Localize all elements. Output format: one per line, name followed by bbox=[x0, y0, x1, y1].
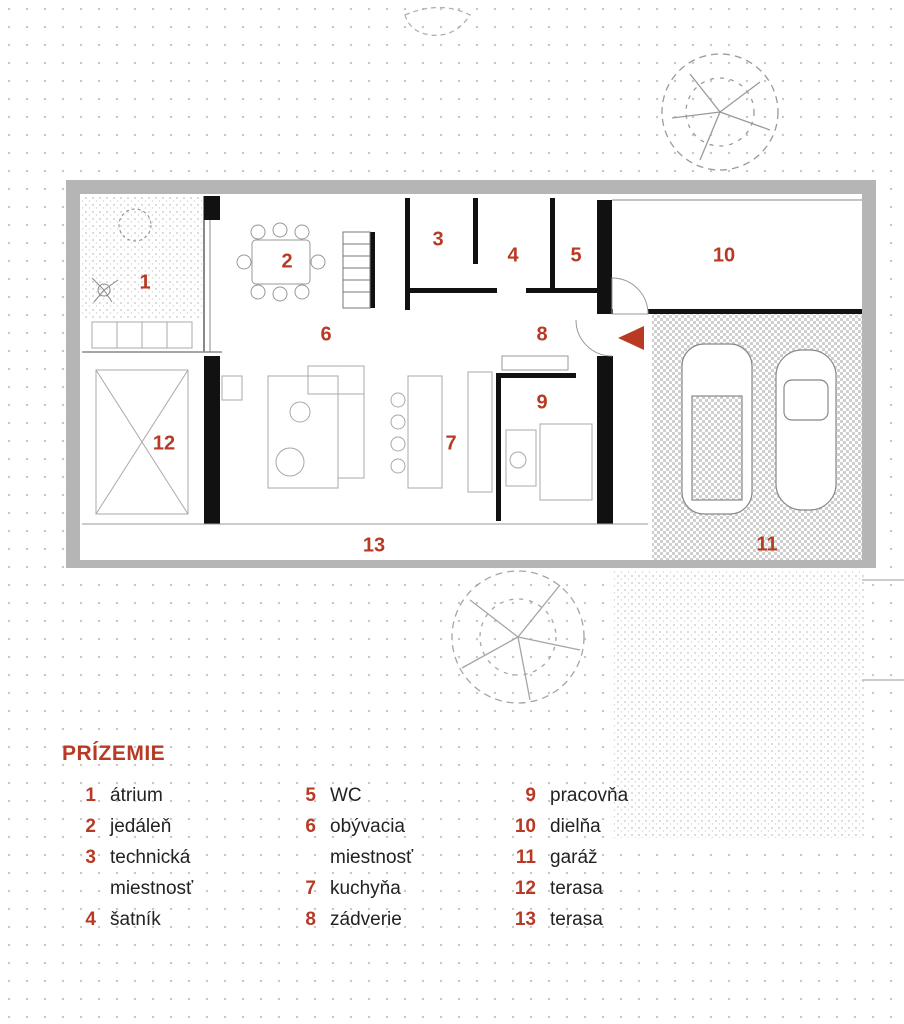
building bbox=[66, 180, 876, 568]
legend-column bbox=[282, 780, 470, 935]
legend-entry bbox=[502, 873, 690, 904]
room-label-10: 10 bbox=[712, 244, 736, 267]
room-label-1: 1 bbox=[139, 271, 151, 294]
room-label-8: 8 bbox=[536, 323, 548, 346]
legend-number: 10 bbox=[514, 816, 536, 837]
legend-entry bbox=[502, 780, 690, 811]
legend-entry bbox=[62, 780, 250, 811]
legend-label bbox=[110, 842, 250, 904]
legend-entry bbox=[282, 873, 470, 904]
legend-label: kuchyňa bbox=[330, 878, 401, 899]
room-label-11: 11 bbox=[756, 533, 778, 556]
legend-label: WC bbox=[330, 785, 362, 806]
legend-number: 5 bbox=[305, 785, 316, 806]
legend-number: 9 bbox=[525, 785, 536, 806]
legend-number: 7 bbox=[305, 878, 316, 899]
legend-entry bbox=[62, 811, 250, 842]
legend-label: dielňa bbox=[550, 816, 601, 837]
legend-number: 3 bbox=[85, 847, 96, 868]
legend-entry bbox=[502, 811, 690, 842]
legend-label: terasa bbox=[550, 909, 603, 930]
room-label-6: 6 bbox=[320, 323, 332, 346]
room-label-3: 3 bbox=[432, 228, 444, 251]
room-label-7: 7 bbox=[445, 432, 457, 455]
tree-icon bbox=[452, 571, 584, 703]
legend-number: 8 bbox=[305, 909, 316, 930]
legend-label: terasa bbox=[550, 878, 603, 899]
legend-label: átrium bbox=[110, 785, 163, 806]
legend-label bbox=[330, 811, 470, 873]
legend-label: pracovňa bbox=[550, 785, 629, 806]
room-label-4: 4 bbox=[507, 244, 519, 267]
legend-label: garáž bbox=[550, 847, 598, 868]
legend-label-line: miestnosť bbox=[110, 878, 194, 899]
legend bbox=[62, 742, 702, 942]
legend-title: PRÍZEMIE bbox=[62, 742, 166, 765]
legend-entry bbox=[282, 780, 470, 811]
legend-label: jedáleň bbox=[110, 816, 172, 837]
room-label-5: 5 bbox=[570, 244, 582, 267]
legend-label: zádverie bbox=[330, 909, 402, 930]
legend-entry bbox=[502, 904, 690, 935]
legend-number: 11 bbox=[515, 847, 536, 868]
legend-number: 1 bbox=[85, 785, 96, 806]
legend-label-line: obývacia bbox=[330, 816, 405, 837]
legend-number: 6 bbox=[305, 816, 316, 837]
legend-number: 2 bbox=[85, 816, 96, 837]
legend-column bbox=[62, 780, 250, 935]
legend-entry bbox=[502, 842, 690, 873]
legend-label-line: technická bbox=[110, 847, 191, 868]
room-label-2: 2 bbox=[281, 250, 293, 273]
legend-entry bbox=[62, 904, 250, 935]
legend-entry bbox=[282, 811, 470, 873]
room-label-12: 12 bbox=[152, 432, 176, 455]
legend-number: 13 bbox=[514, 909, 536, 930]
legend-column bbox=[502, 780, 690, 935]
legend-label: šatník bbox=[110, 909, 161, 930]
atrium-area bbox=[82, 196, 204, 318]
legend-number: 4 bbox=[85, 909, 96, 930]
room-label-13: 13 bbox=[362, 534, 386, 557]
tree-icon bbox=[405, 8, 470, 36]
legend-number: 12 bbox=[514, 878, 536, 899]
legend-entry bbox=[62, 842, 250, 904]
legend-entry bbox=[282, 904, 470, 935]
tree-icon bbox=[662, 54, 778, 170]
room-label-9: 9 bbox=[536, 391, 548, 414]
legend-label-line: miestnosť bbox=[330, 847, 414, 868]
